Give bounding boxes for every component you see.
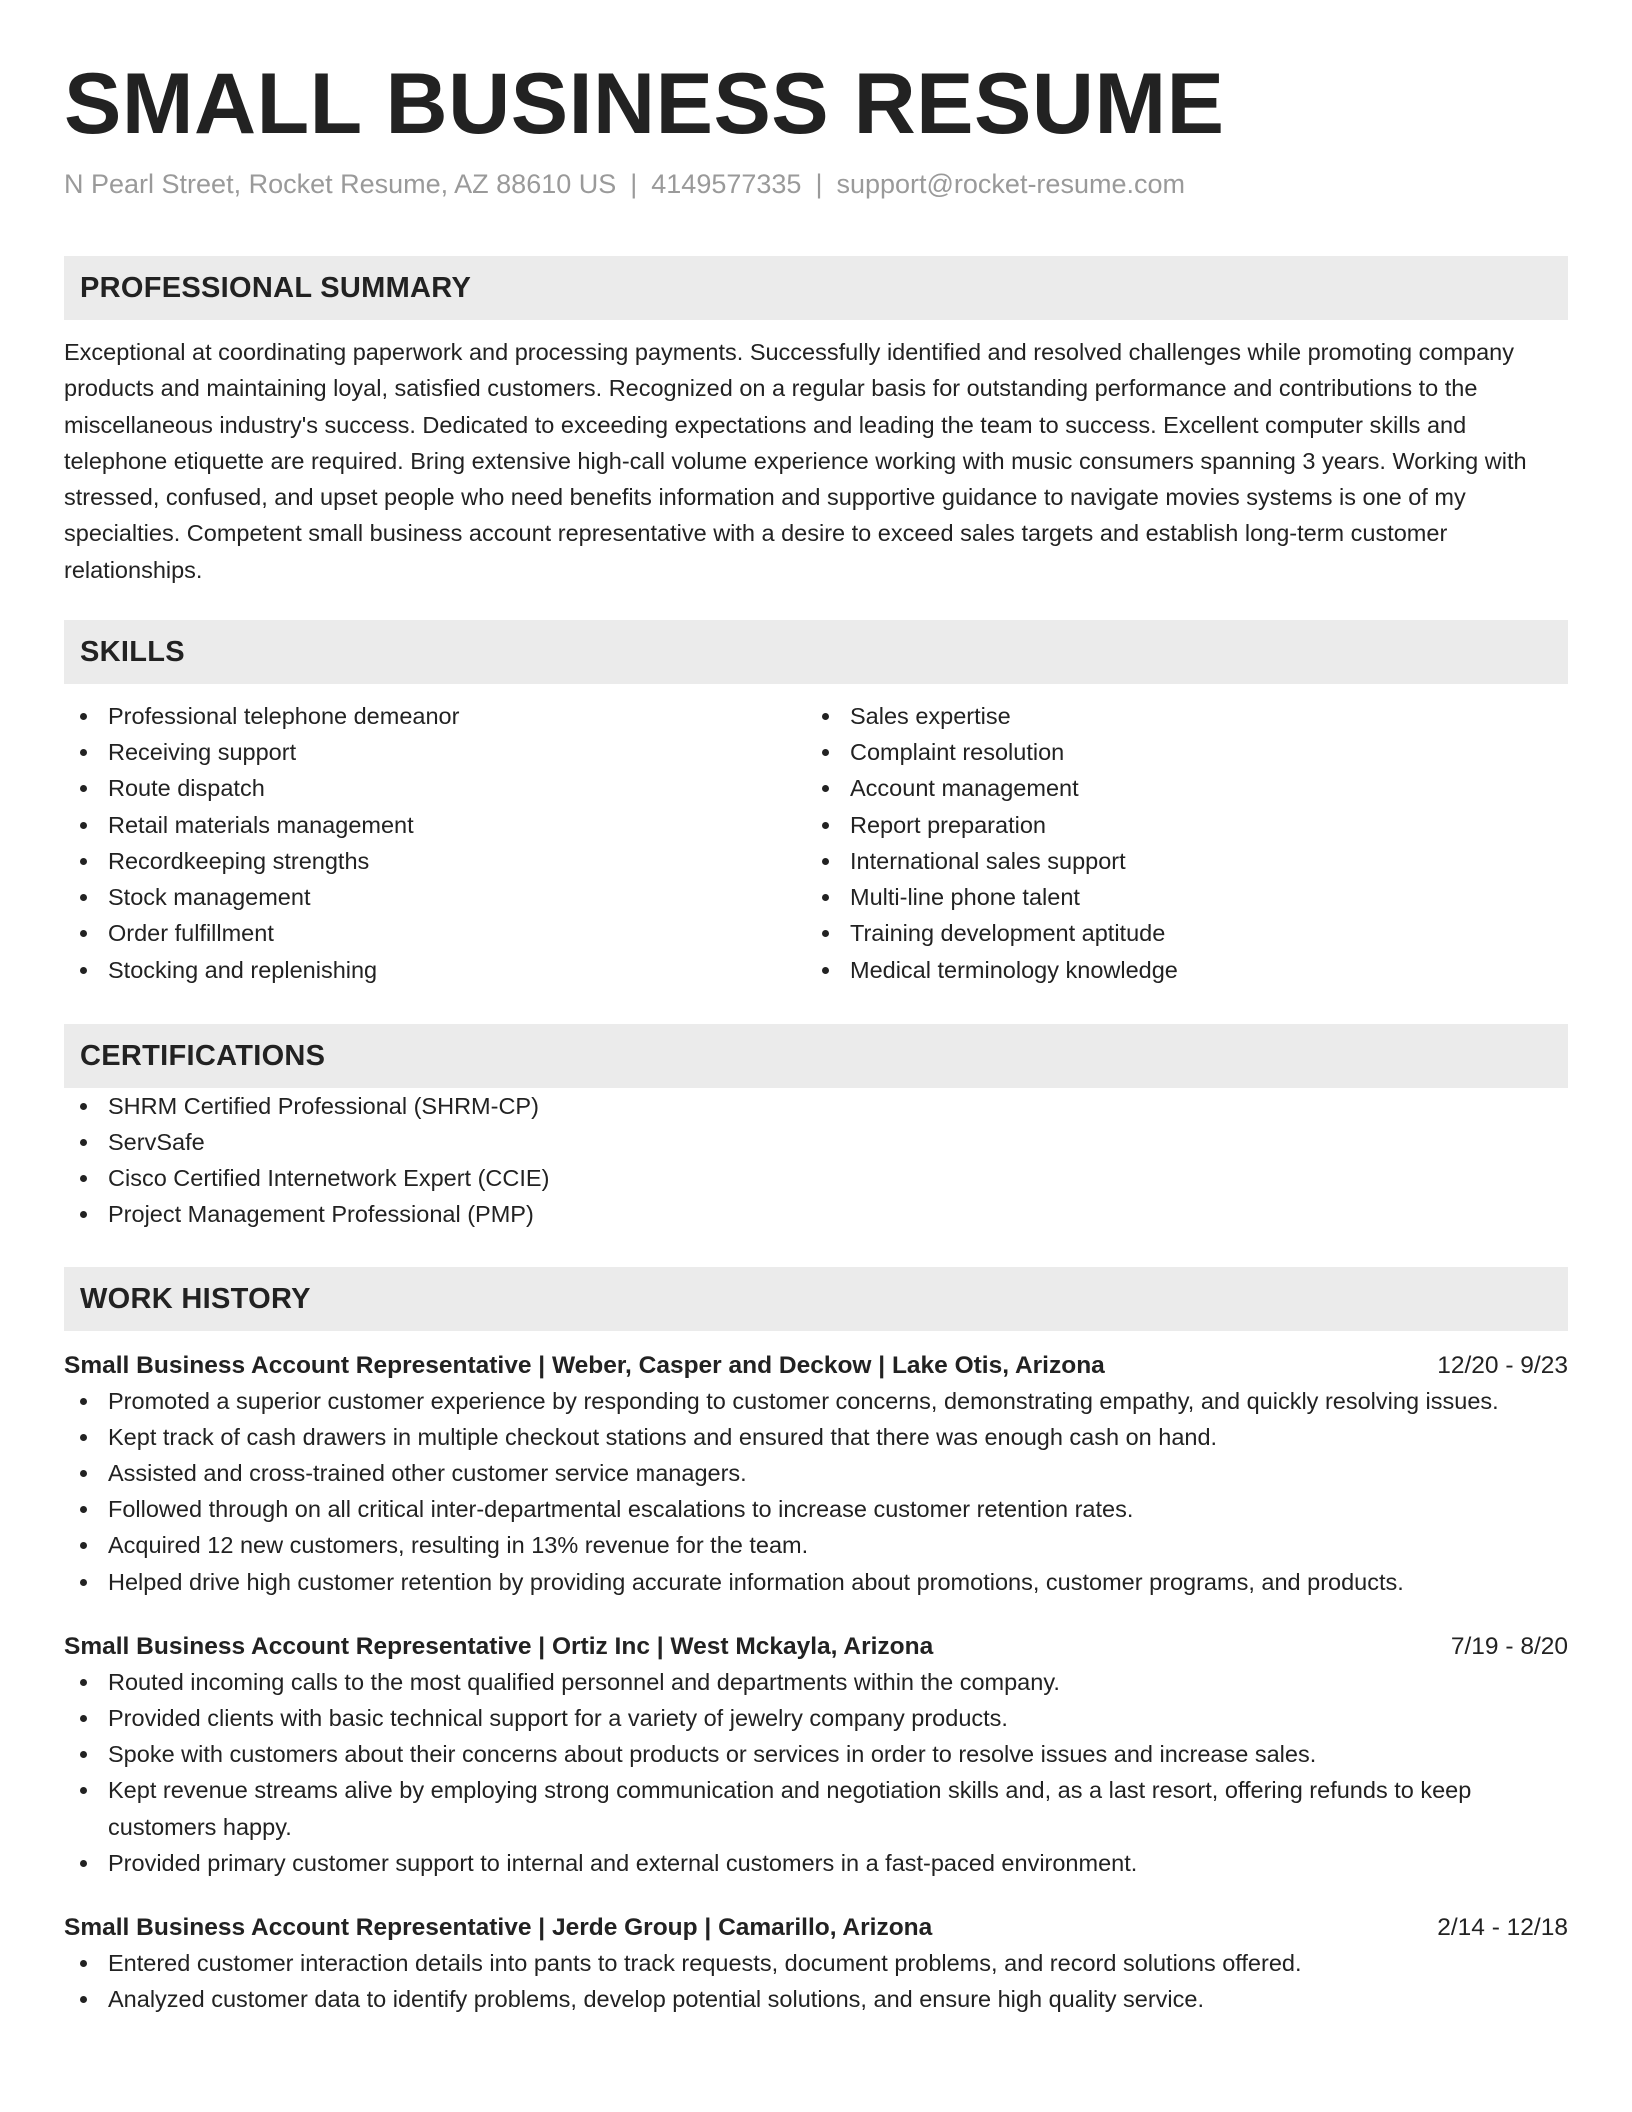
- job-bullets: [64, 1383, 1568, 1600]
- skill-item: Complaint resolution: [806, 734, 1548, 770]
- job-bullet: Kept track of cash drawers in multiple checkout stations and ensured that there was enough cash on hand.: [64, 1419, 1568, 1455]
- job-bullet: Followed through on all critical inter-departmental escalations to increase customer retention rates.: [64, 1491, 1568, 1527]
- skill-item: International sales support: [806, 843, 1548, 879]
- skill-item: Order fulfillment: [64, 915, 806, 951]
- job-dates: 12/20 - 9/23: [1437, 1351, 1568, 1379]
- job-header: [64, 1911, 1568, 1945]
- job-bullet: Promoted a superior customer experience by responding to customer concerns, demonstrating empathy, and quickly resolving issues.: [64, 1383, 1568, 1419]
- job-title: Small Business Account Representative | Jerde Group | Camarillo, Arizona: [64, 1913, 933, 1941]
- job-bullets: [64, 1664, 1568, 1881]
- job-bullet: Routed incoming calls to the most qualified personnel and departments within the company.: [64, 1664, 1568, 1700]
- resume-title: SMALL BUSINESS RESUME: [64, 56, 1225, 152]
- job-bullets: [64, 1945, 1568, 2017]
- contact-separator: |: [630, 169, 638, 199]
- job-bullet: Helped drive high customer retention by providing accurate information about promotions, customer programs, and products.: [64, 1564, 1568, 1600]
- skill-item: Receiving support: [64, 734, 806, 770]
- contact-phone: 4149577335: [651, 169, 802, 199]
- section-heading-summary: PROFESSIONAL SUMMARY: [64, 256, 1568, 320]
- skill-item: Multi-line phone talent: [806, 879, 1548, 915]
- job-header: [64, 1349, 1568, 1383]
- job-dates: 2/14 - 12/18: [1437, 1913, 1568, 1941]
- job-entry: [64, 1349, 1568, 1600]
- certifications-list: [64, 1088, 1568, 1233]
- job-bullet: Kept revenue streams alive by employing strong communication and negotiation skills and, as a last resort, offering refunds to keep customers happy.: [64, 1772, 1568, 1844]
- job-bullet: Acquired 12 new customers, resulting in 13% revenue for the team.: [64, 1527, 1568, 1563]
- section-heading-skills: SKILLS: [64, 620, 1568, 684]
- section-heading-certifications: CERTIFICATIONS: [64, 1024, 1568, 1088]
- skills-list-right: [806, 698, 1548, 988]
- skill-item: Stock management: [64, 879, 806, 915]
- contact-separator: |: [815, 169, 823, 199]
- job-bullet: Entered customer interaction details into pants to track requests, document problems, and record solutions offered.: [64, 1945, 1568, 1981]
- skill-item: Report preparation: [806, 807, 1548, 843]
- skill-item: Medical terminology knowledge: [806, 952, 1548, 988]
- contact-email: support@rocket-resume.com: [836, 169, 1185, 199]
- skills-list-left: [64, 698, 806, 988]
- job-header: [64, 1630, 1568, 1664]
- certification-item: Cisco Certified Internetwork Expert (CCIE): [64, 1160, 1568, 1196]
- skill-item: Retail materials management: [64, 807, 806, 843]
- contact-address: N Pearl Street, Rocket Resume, AZ 88610 US: [64, 169, 617, 199]
- job-title: Small Business Account Representative | Ortiz Inc | West Mckayla, Arizona: [64, 1632, 934, 1660]
- skill-item: Sales expertise: [806, 698, 1548, 734]
- skill-item: Recordkeeping strengths: [64, 843, 806, 879]
- job-bullet: Assisted and cross-trained other customer service managers.: [64, 1455, 1568, 1491]
- skill-item: Route dispatch: [64, 770, 806, 806]
- job-dates: 7/19 - 8/20: [1450, 1632, 1568, 1660]
- certification-item: Project Management Professional (PMP): [64, 1196, 1568, 1232]
- skills-grid: [64, 698, 1568, 988]
- skill-item: Stocking and replenishing: [64, 952, 806, 988]
- job-title: Small Business Account Representative | Weber, Casper and Deckow | Lake Otis, Arizona: [64, 1351, 1105, 1379]
- job-entry: [64, 1911, 1568, 2017]
- summary-paragraph: Exceptional at coordinating paperwork and processing payments. Successfully identified and resolved challenges while promoting company products and maintaining loyal, satisfied customers. Recognized on a regular basis for outstanding performance and contributions to the miscellaneous industry's success. Dedicated to exceeding expectations and leading the team to success. Excellent computer skills and telephone etiquette are required. Bring extensive high-call volume experience working with music consumers spanning 3 years. Working with stressed, confused, and upset people who need benefits information and supportive guidance to navigate movies systems is one of my specialties. Competent small business account representative with a desire to exceed sales targets and establish long-term customer relationships.: [64, 339, 1527, 583]
- job-entry: [64, 1630, 1568, 1881]
- job-bullet: Spoke with customers about their concerns about products or services in order to resolve issues and increase sales.: [64, 1736, 1568, 1772]
- resume-page: [64, 0, 1568, 2017]
- skills-column-left: [64, 698, 806, 988]
- skill-item: Account management: [806, 770, 1548, 806]
- contact-line: [64, 166, 1568, 202]
- job-bullet: Provided clients with basic technical support for a variety of jewelry company products.: [64, 1700, 1568, 1736]
- certification-item: ServSafe: [64, 1124, 1568, 1160]
- job-bullet: Provided primary customer support to internal and external customers in a fast-paced environment.: [64, 1845, 1568, 1881]
- skills-column-right: [806, 698, 1548, 988]
- skill-item: Professional telephone demeanor: [64, 698, 806, 734]
- certification-item: SHRM Certified Professional (SHRM-CP): [64, 1088, 1568, 1124]
- section-heading-work-history: WORK HISTORY: [64, 1267, 1568, 1331]
- job-bullet: Analyzed customer data to identify problems, develop potential solutions, and ensure high quality service.: [64, 1981, 1568, 2017]
- skill-item: Training development aptitude: [806, 915, 1548, 951]
